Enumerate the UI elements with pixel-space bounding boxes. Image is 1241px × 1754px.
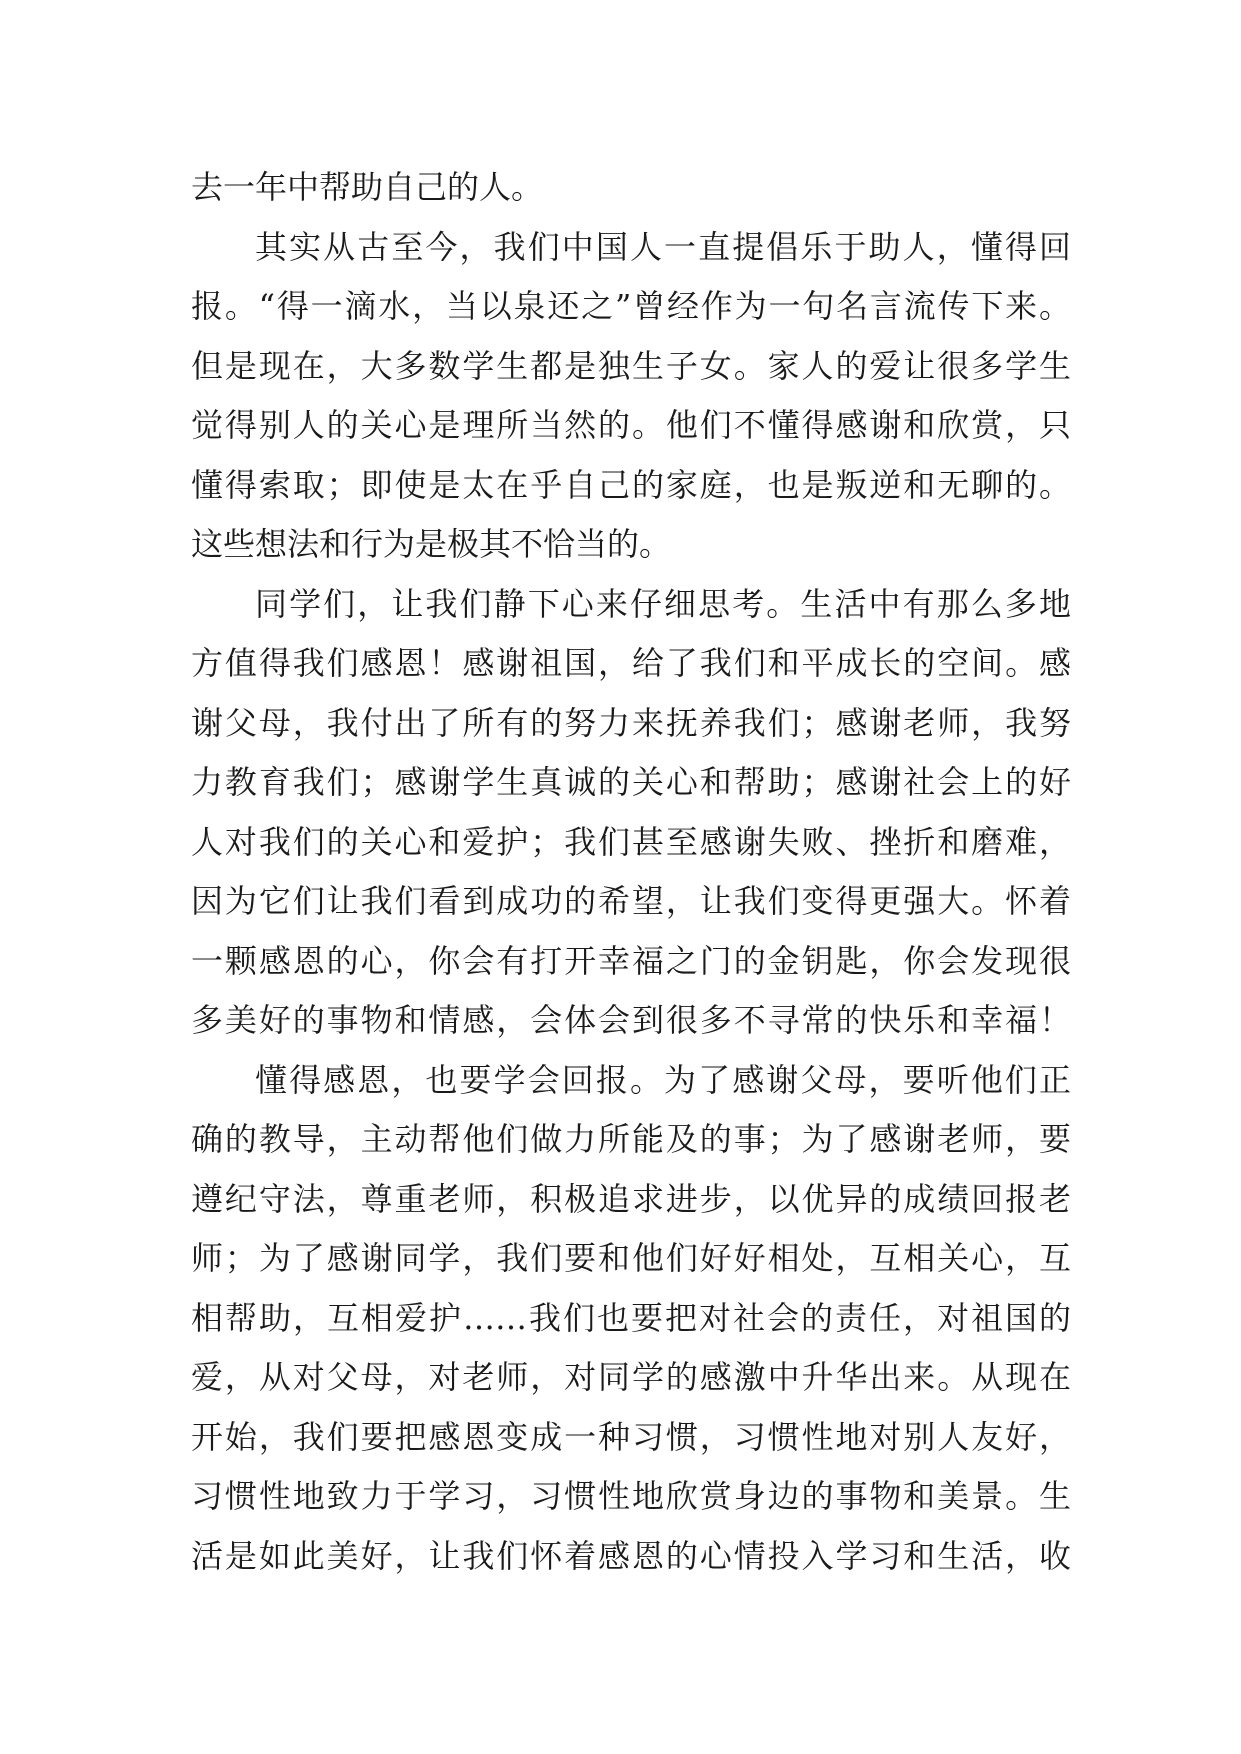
text-line: 因为它们让我们看到成功的希望，让我们变得更强大。怀着 [191, 882, 1071, 920]
text-line: 师；为了感谢同学，我们要和他们好好相处，互相关心，互 [191, 1239, 1071, 1277]
text-line: 多美好的事物和情感，会体会到很多不寻常的快乐和幸福！ [191, 1001, 1071, 1039]
text-line: 活是如此美好，让我们怀着感恩的心情投入学习和生活，收 [191, 1536, 1071, 1575]
paragraph-first-line: 同学们，让我们静下心来仔细思考。生活中有那么多地 [255, 584, 1071, 623]
body-text [191, 158, 1071, 1586]
text-line: 但是现在，大多数学生都是独生子女。家人的爱让很多学生 [191, 346, 1071, 385]
text-line: 力教育我们；感谢学生真诚的关心和帮助；感谢社会上的好 [191, 763, 1071, 801]
text-line: 确的教导，主动帮他们做力所能及的事；为了感谢老师，要 [191, 1120, 1071, 1158]
text-line: 方值得我们感恩！感谢祖国，给了我们和平成长的空间。感 [191, 644, 1071, 682]
text-line: 习惯性地致力于学习，习惯性地欣赏身边的事物和美景。生 [191, 1477, 1071, 1515]
text-line: 人对我们的关心和爱护；我们甚至感谢失败、挫折和磨难， [191, 822, 1071, 861]
text-line: 开始，我们要把感恩变成一种习惯，习惯性地对别人友好， [191, 1417, 1071, 1456]
text-line: 一颗感恩的心，你会有打开幸福之门的金钥匙，你会发现很 [191, 941, 1071, 980]
text-line: 报。“得一滴水，当以泉还之”曾经作为一句名言流传下来。 [191, 287, 1071, 325]
paragraph-first-line: 懂得感恩，也要学会回报。为了感谢父母，要听他们正 [255, 1060, 1071, 1099]
text-line: 谢父母，我付出了所有的努力来抚养我们；感谢老师，我努 [191, 703, 1071, 742]
text-line: 懂得索取；即使是太在乎自己的家庭，也是叛逆和无聊的。 [191, 465, 1071, 504]
text-line: 觉得别人的关心是理所当然的。他们不懂得感谢和欣赏，只 [191, 406, 1071, 444]
text-line: 相帮助，互相爱护……我们也要把对社会的责任，对祖国的 [191, 1298, 1071, 1337]
text-line: 爱，从对父母，对老师，对同学的感激中升华出来。从现在 [191, 1358, 1071, 1396]
text-line: 遵纪守法，尊重老师，积极追求进步，以优异的成绩回报老 [191, 1179, 1071, 1218]
paragraph-first-line: 其实从古至今，我们中国人一直提倡乐于助人，懂得回 [255, 227, 1071, 266]
text-line: 这些想法和行为是极其不恰当的。 [191, 525, 672, 563]
text-line: 去一年中帮助自己的人。 [191, 168, 544, 206]
